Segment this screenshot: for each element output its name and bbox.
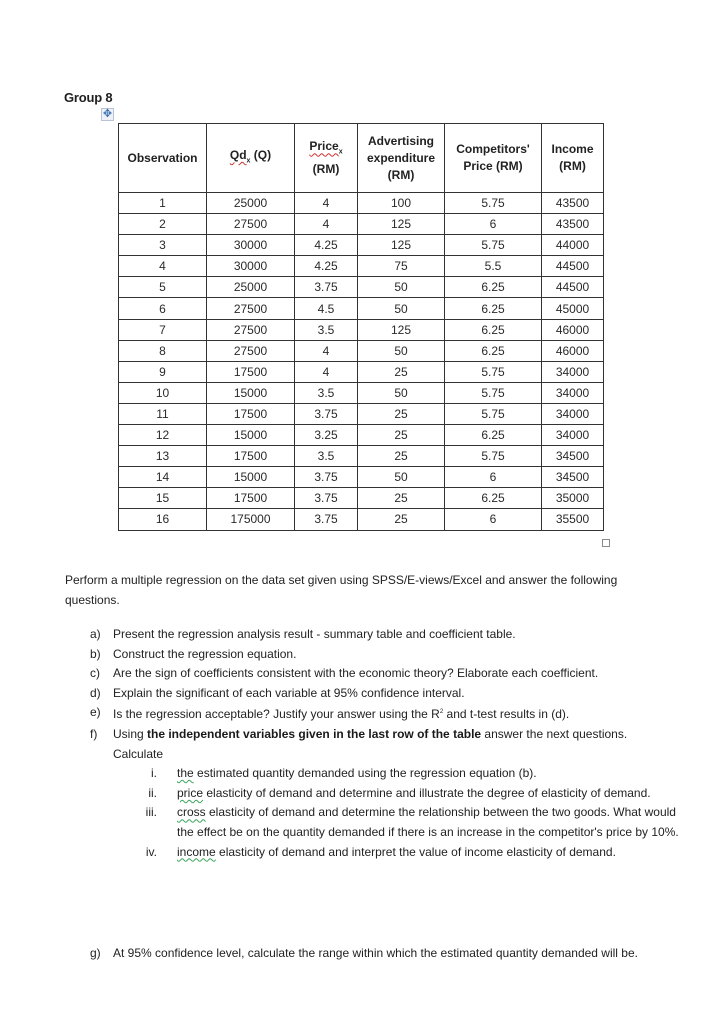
table-cell: 9 [119, 361, 207, 382]
header-observation: Observation [119, 124, 207, 193]
table-cell: 7 [119, 319, 207, 340]
table-row [119, 382, 604, 403]
table-cell: 4 [295, 361, 358, 382]
question-f-subitems [112, 764, 680, 862]
table-cell: 13 [119, 446, 207, 467]
table-cell: 27500 [207, 340, 295, 361]
table-cell: 3.25 [295, 425, 358, 446]
table-cell: 3.75 [295, 488, 358, 509]
table-cell: 4.5 [295, 298, 358, 319]
table-cell: 27500 [207, 319, 295, 340]
table-cell: 35000 [542, 488, 604, 509]
table-cell: 50 [358, 467, 445, 488]
table-cell: 15 [119, 488, 207, 509]
table-cell: 4 [295, 214, 358, 235]
table-move-handle-icon[interactable]: ✥ [102, 108, 113, 120]
table-cell: 5.75 [445, 361, 542, 382]
table-cell: 34500 [542, 467, 604, 488]
table-cell: 125 [358, 214, 445, 235]
table-cell: 6 [445, 467, 542, 488]
table-cell: 25 [358, 509, 445, 530]
table-cell: 5.75 [445, 403, 542, 424]
table-cell: 6.25 [445, 298, 542, 319]
table-row [119, 319, 604, 340]
table-row [119, 467, 604, 488]
table-cell: 175000 [207, 509, 295, 530]
table-cell: 3.5 [295, 319, 358, 340]
table-row [119, 509, 604, 530]
table-cell: 4.25 [295, 256, 358, 277]
table-row [119, 277, 604, 298]
table-cell: 25000 [207, 277, 295, 298]
table-cell: 6.25 [445, 340, 542, 361]
table-cell: 3.5 [295, 446, 358, 467]
table-cell: 25 [358, 446, 445, 467]
table-cell: 6 [119, 298, 207, 319]
table-cell: 100 [358, 193, 445, 214]
table-cell: 27500 [207, 214, 295, 235]
table-cell: 44500 [542, 277, 604, 298]
table-cell: 10 [119, 382, 207, 403]
table-cell: 6.25 [445, 277, 542, 298]
table-row [119, 340, 604, 361]
table-cell: 25 [358, 403, 445, 424]
table-cell: 11 [119, 403, 207, 424]
table-cell: 8 [119, 340, 207, 361]
table-cell: 125 [358, 319, 445, 340]
table-cell: 5 [119, 277, 207, 298]
table-row [119, 256, 604, 277]
table-cell: 17500 [207, 488, 295, 509]
table-cell: 4 [295, 193, 358, 214]
question-c: c) Are the sign of coefficients consistent with the economic theory? Elaborate each coefficient. [90, 666, 599, 681]
table-cell: 34000 [542, 403, 604, 424]
question-f-subitem: i. the estimated quantity demanded using the regression equation (b). [151, 766, 537, 781]
table-cell: 4.25 [295, 235, 358, 256]
table-cell: 44500 [542, 256, 604, 277]
table-cell: 4 [119, 256, 207, 277]
table-cell: 25 [358, 361, 445, 382]
table-cell: 46000 [542, 340, 604, 361]
table-cell: 3.75 [295, 403, 358, 424]
table-cell: 34000 [542, 361, 604, 382]
table-cell: 50 [358, 382, 445, 403]
header-competitors-price: Competitors' Price (RM) [445, 124, 542, 193]
table-cell: 50 [358, 340, 445, 361]
table-cell: 1 [119, 193, 207, 214]
table-cell: 5.75 [445, 235, 542, 256]
table-cell: 14 [119, 467, 207, 488]
table-cell: 5.5 [445, 256, 542, 277]
table-row [119, 446, 604, 467]
table-cell: 4 [295, 340, 358, 361]
table-cell: 34500 [542, 446, 604, 467]
table-cell: 15000 [207, 382, 295, 403]
table-row [119, 193, 604, 214]
table-row [119, 403, 604, 424]
page-heading: Group 8 [64, 90, 113, 105]
table-cell: 6.25 [445, 488, 542, 509]
question-d: d) Explain the significant of each variable at 95% confidence interval. [90, 685, 465, 700]
question-list [90, 625, 680, 862]
question-g: g) At 95% confidence level, calculate the range within which the estimated quantity demanded will be. [90, 946, 638, 960]
table-cell: 17500 [207, 361, 295, 382]
table-cell: 3.75 [295, 277, 358, 298]
table-cell: 44000 [542, 235, 604, 256]
table-cell: 5.75 [445, 446, 542, 467]
question-f: f) Using the independent variables given in the last row of the table answer the next questions. Calculate [90, 726, 628, 761]
table-row [119, 235, 604, 256]
question-f-subitem: ii. price elasticity of demand and determine and illustrate the degree of elasticity of demand. [148, 785, 651, 800]
table-cell: 3.75 [295, 509, 358, 530]
table-cell: 5.75 [445, 382, 542, 403]
header-quantity-demanded: $Qd_x$ (Q) [207, 124, 295, 193]
table-cell: 50 [358, 298, 445, 319]
table-cell: 30000 [207, 256, 295, 277]
table-cell: 6.25 [445, 319, 542, 340]
table-cell: 2 [119, 214, 207, 235]
table-cell: 35500 [542, 509, 604, 530]
table-cell: 45000 [542, 298, 604, 319]
table-cell: 25 [358, 488, 445, 509]
table-cell: 50 [358, 277, 445, 298]
table-cell: 15000 [207, 467, 295, 488]
table-cell: 3.5 [295, 382, 358, 403]
table-cell: 6 [445, 214, 542, 235]
table-cell: 6.25 [445, 425, 542, 446]
table-cell: 75 [358, 256, 445, 277]
question-a: a) Present the regression analysis result - summary table and coefficient table. [90, 627, 516, 641]
table-cell: 3.75 [295, 467, 358, 488]
table-cell: 46000 [542, 319, 604, 340]
table-cell: 30000 [207, 235, 295, 256]
table-cell: 12 [119, 425, 207, 446]
table-row [119, 488, 604, 509]
table-row [119, 361, 604, 382]
table-row [119, 425, 604, 446]
table-cell: 25000 [207, 193, 295, 214]
table-resize-handle[interactable] [602, 539, 610, 547]
table-cell: 6 [445, 509, 542, 530]
table-cell: 3 [119, 235, 207, 256]
table-row [119, 214, 604, 235]
question-e: e) Is the regression acceptable? Justify your answer using the $R^2$ and t-test results in (d). [90, 705, 570, 722]
question-f-subitem: iii. cross elasticity of demand and determine the relationship between the two goods. What would the effect be on the quantity demanded if there is an increase in the competitor's price by 10%. [145, 805, 679, 839]
table-cell: 27500 [207, 298, 295, 319]
question-b: b) Construct the regression equation. [90, 646, 297, 661]
header-price: Price$_x$ (RM) [295, 124, 358, 193]
data-table [118, 123, 604, 531]
table-header-row [119, 124, 604, 193]
table-cell: 125 [358, 235, 445, 256]
table-cell: 15000 [207, 425, 295, 446]
question-f-subitem: iv. income elasticity of demand and interpret the value of income elasticity of demand. [145, 844, 616, 859]
header-advertising: Advertising expenditure (RM) [358, 124, 445, 193]
table-cell: 25 [358, 425, 445, 446]
table-cell: 43500 [542, 214, 604, 235]
table-cell: 16 [119, 509, 207, 530]
instructions-paragraph: Perform a multiple regression on the data set given using SPSS/E-views/Excel and answer the following questions. [65, 573, 618, 607]
header-income: Income (RM) [542, 124, 604, 193]
table-cell: 43500 [542, 193, 604, 214]
table-cell: 34000 [542, 382, 604, 403]
table-row [119, 298, 604, 319]
table-cell: 17500 [207, 446, 295, 467]
table-cell: 17500 [207, 403, 295, 424]
table-cell: 34000 [542, 425, 604, 446]
table-cell: 5.75 [445, 193, 542, 214]
